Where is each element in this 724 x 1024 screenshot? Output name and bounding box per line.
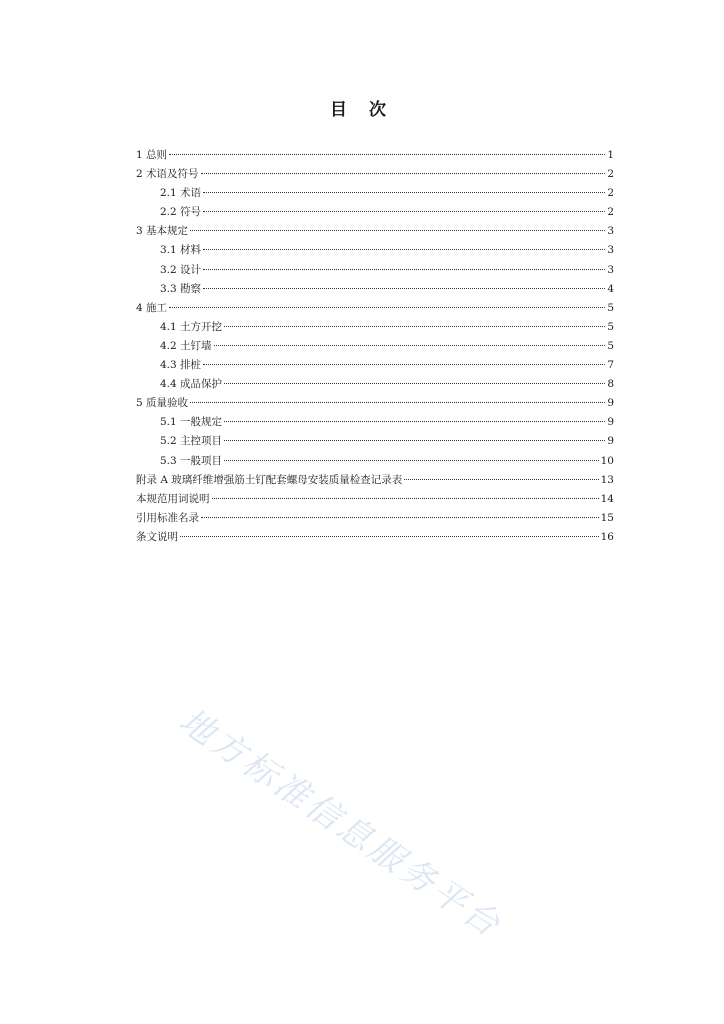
dot-leader — [169, 154, 605, 155]
toc-entry-label: 4.3 排桩 — [160, 359, 202, 372]
toc-entry-label: 4 施工 — [136, 301, 168, 314]
toc-entry-page-number: 8 — [607, 378, 614, 391]
toc-entry-page-number: 4 — [607, 282, 614, 295]
toc-entry-page-number: 3 — [607, 263, 614, 276]
dot-leader — [203, 249, 605, 250]
dot-leader — [224, 421, 605, 422]
toc-entry[interactable] — [136, 394, 614, 413]
toc-entry-label: 5.2 主控项目 — [160, 435, 223, 448]
toc-entry[interactable] — [136, 432, 614, 451]
toc-entry[interactable] — [136, 413, 614, 432]
toc-entry[interactable] — [136, 509, 614, 528]
toc-entry-page-number: 3 — [607, 225, 614, 238]
dot-leader — [203, 192, 605, 193]
toc-entry-page-number: 10 — [600, 454, 614, 467]
dot-leader — [203, 211, 605, 212]
table-of-contents — [136, 146, 614, 547]
toc-entry[interactable] — [136, 318, 614, 337]
toc-entry-page-number: 2 — [607, 168, 614, 181]
dot-leader — [190, 402, 605, 403]
toc-entry-page-number: 1 — [607, 149, 614, 161]
dot-leader — [190, 230, 605, 231]
dot-leader — [214, 345, 606, 346]
toc-entry[interactable] — [136, 184, 614, 203]
toc-entry[interactable] — [136, 222, 614, 241]
toc-entry[interactable] — [136, 452, 614, 471]
toc-entry[interactable] — [136, 203, 614, 222]
dot-leader — [224, 383, 605, 384]
toc-entry-label: 5.3 一般项目 — [160, 454, 223, 467]
toc-entry-label: 5.1 一般规定 — [160, 416, 223, 429]
toc-entry-label: 2 术语及符号 — [136, 168, 199, 181]
toc-entry-label: 4.2 土钉墙 — [160, 339, 212, 352]
toc-entry-label: 4.4 成品保护 — [160, 378, 223, 391]
toc-entry[interactable] — [136, 241, 614, 260]
dot-leader — [224, 440, 605, 441]
toc-entry-page-number: 5 — [607, 301, 614, 314]
toc-entry[interactable] — [136, 280, 614, 299]
toc-entry-page-number: 7 — [607, 359, 614, 372]
dot-leader — [169, 307, 605, 308]
toc-entry-page-number: 2 — [607, 187, 614, 200]
toc-entry-label: 5 质量验收 — [136, 397, 189, 410]
dot-leader — [404, 479, 598, 480]
toc-entry-page-number: 5 — [607, 339, 614, 352]
dot-leader — [201, 173, 606, 174]
toc-entry[interactable] — [136, 471, 614, 490]
toc-entry-label: 1 总则 — [136, 149, 168, 161]
toc-entry[interactable] — [136, 356, 614, 375]
toc-entry-page-number: 3 — [607, 244, 614, 257]
toc-entry-label: 本规范用词说明 — [136, 492, 210, 505]
toc-entry-label: 2.2 符号 — [160, 206, 202, 219]
toc-entry-label: 3.3 勘察 — [160, 282, 202, 295]
toc-entry-page-number: 9 — [607, 416, 614, 429]
toc-entry[interactable] — [136, 337, 614, 356]
toc-entry-page-number: 2 — [607, 206, 614, 219]
toc-entry-label: 3.2 设计 — [160, 263, 202, 276]
toc-entry-label: 3.1 材料 — [160, 244, 202, 257]
toc-entry-page-number: 16 — [600, 530, 614, 543]
dot-leader — [212, 498, 599, 499]
dot-leader — [201, 517, 599, 518]
toc-entry-label: 引用标准名录 — [136, 511, 199, 524]
toc-entry[interactable] — [136, 528, 614, 547]
toc-entry-label: 附录 A 玻璃纤维增强筋土钉配套螺母安装质量检查记录表 — [136, 473, 403, 486]
dot-leader — [203, 288, 605, 289]
toc-entry-page-number: 13 — [600, 473, 614, 486]
dot-leader — [203, 364, 605, 365]
toc-entry-page-number: 9 — [607, 397, 614, 410]
toc-entry[interactable] — [136, 165, 614, 184]
toc-entry-page-number: 15 — [600, 511, 614, 524]
dot-leader — [203, 269, 605, 270]
dot-leader — [224, 326, 605, 327]
toc-entry-label: 4.1 土方开挖 — [160, 320, 223, 333]
toc-entry[interactable] — [136, 299, 614, 318]
toc-entry-page-number: 5 — [607, 320, 614, 333]
dot-leader — [224, 460, 599, 461]
toc-entry[interactable] — [136, 375, 614, 394]
toc-entry-label: 2.1 术语 — [160, 187, 202, 200]
toc-entry[interactable] — [136, 146, 614, 165]
toc-entry[interactable] — [136, 261, 614, 280]
toc-entry-label: 3 基本规定 — [136, 225, 189, 238]
toc-entry-page-number: 9 — [607, 435, 614, 448]
watermark: 地方标准信息服务平台 — [171, 700, 510, 947]
toc-entry[interactable] — [136, 490, 614, 509]
toc-entry-page-number: 14 — [600, 492, 614, 505]
page-title: 目 次 — [330, 100, 394, 120]
dot-leader — [180, 536, 599, 537]
toc-entry-label: 条文说明 — [136, 530, 178, 543]
